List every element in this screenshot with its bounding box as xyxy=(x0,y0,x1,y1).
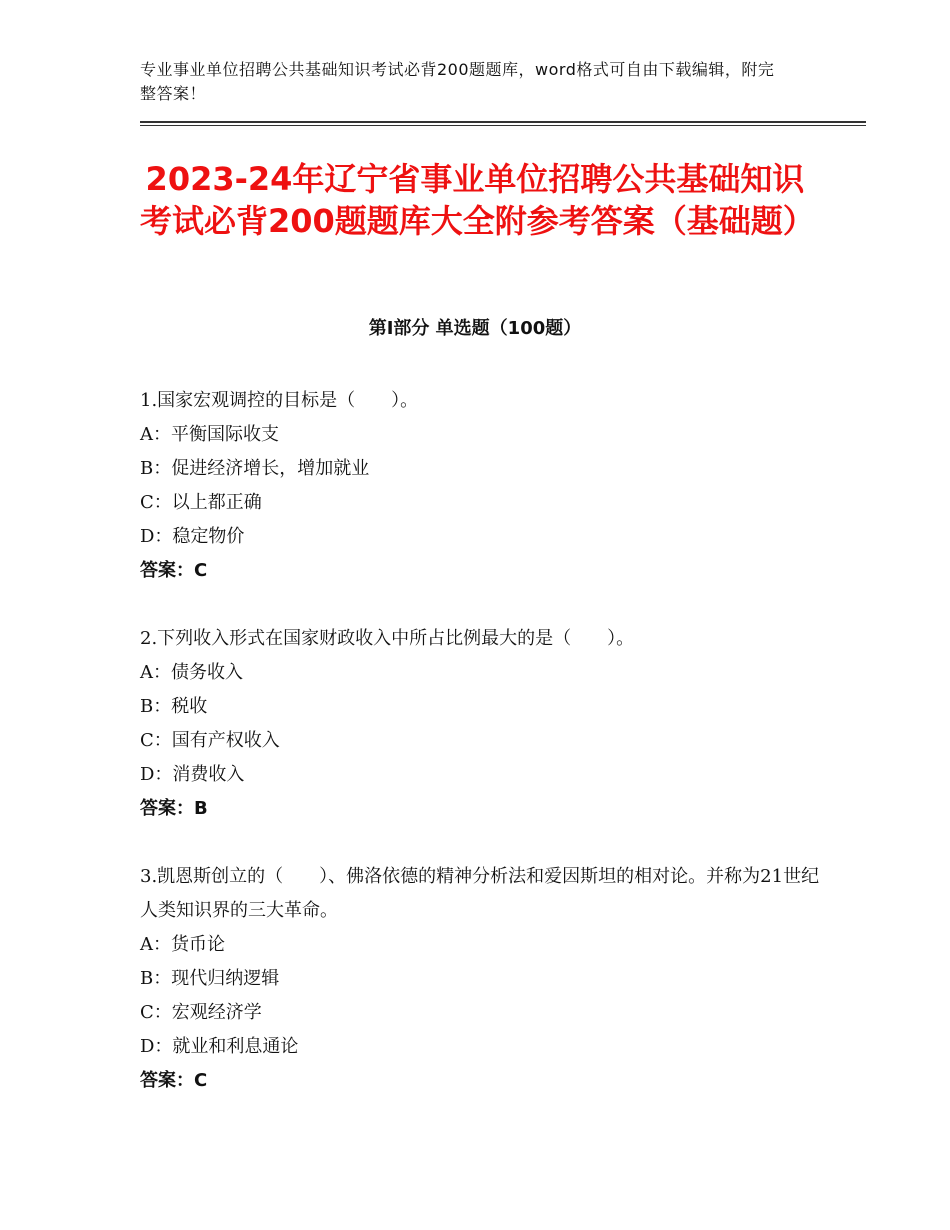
option-a: A：货币论 xyxy=(140,934,225,955)
option-d: D：就业和利息通论 xyxy=(140,1036,299,1057)
header-note: 专业事业单位招聘公共基础知识考试必背200题题库，word格式可自由下载编辑，附完整答案！ xyxy=(140,60,775,103)
question-stem: 3.凯恩斯创立的（ ）、佛洛依德的精神分析法和爱因斯坦的相对论。并称为21世纪人类知识界的三大革命。 xyxy=(140,866,820,921)
answer: 答案：C xyxy=(140,560,208,581)
question-1 xyxy=(140,384,820,588)
question-stem: 2.下列收入形式在国家财政收入中所占比例最大的是（ ）。 xyxy=(140,628,635,649)
option-d: D：稳定物价 xyxy=(140,526,245,547)
option-b: B：现代归纳逻辑 xyxy=(140,968,280,989)
answer: 答案：C xyxy=(140,1070,208,1091)
answer: 答案：B xyxy=(140,798,208,819)
document-title: 2023-24年辽宁省事业单位招聘公共基础知识考试必背200题题库大全附参考答案（基础题） xyxy=(140,160,815,240)
option-d: D：消费收入 xyxy=(140,764,245,785)
option-b: B：税收 xyxy=(140,696,208,717)
header-divider-thick xyxy=(140,121,866,123)
option-a: A：平衡国际收支 xyxy=(140,424,279,445)
option-b: B：促进经济增长，增加就业 xyxy=(140,458,370,479)
option-c: C：宏观经济学 xyxy=(140,1002,262,1023)
header-divider-thin xyxy=(140,125,866,126)
option-a: A：债务收入 xyxy=(140,662,243,683)
question-2 xyxy=(140,622,820,826)
option-c: C：国有产权收入 xyxy=(140,730,280,751)
question-stem: 1.国家宏观调控的目标是（ ）。 xyxy=(140,390,419,411)
question-3 xyxy=(140,860,820,1098)
option-c: C：以上都正确 xyxy=(140,492,262,513)
section-title: 第Ⅰ部分 单选题（100题） xyxy=(368,318,582,339)
